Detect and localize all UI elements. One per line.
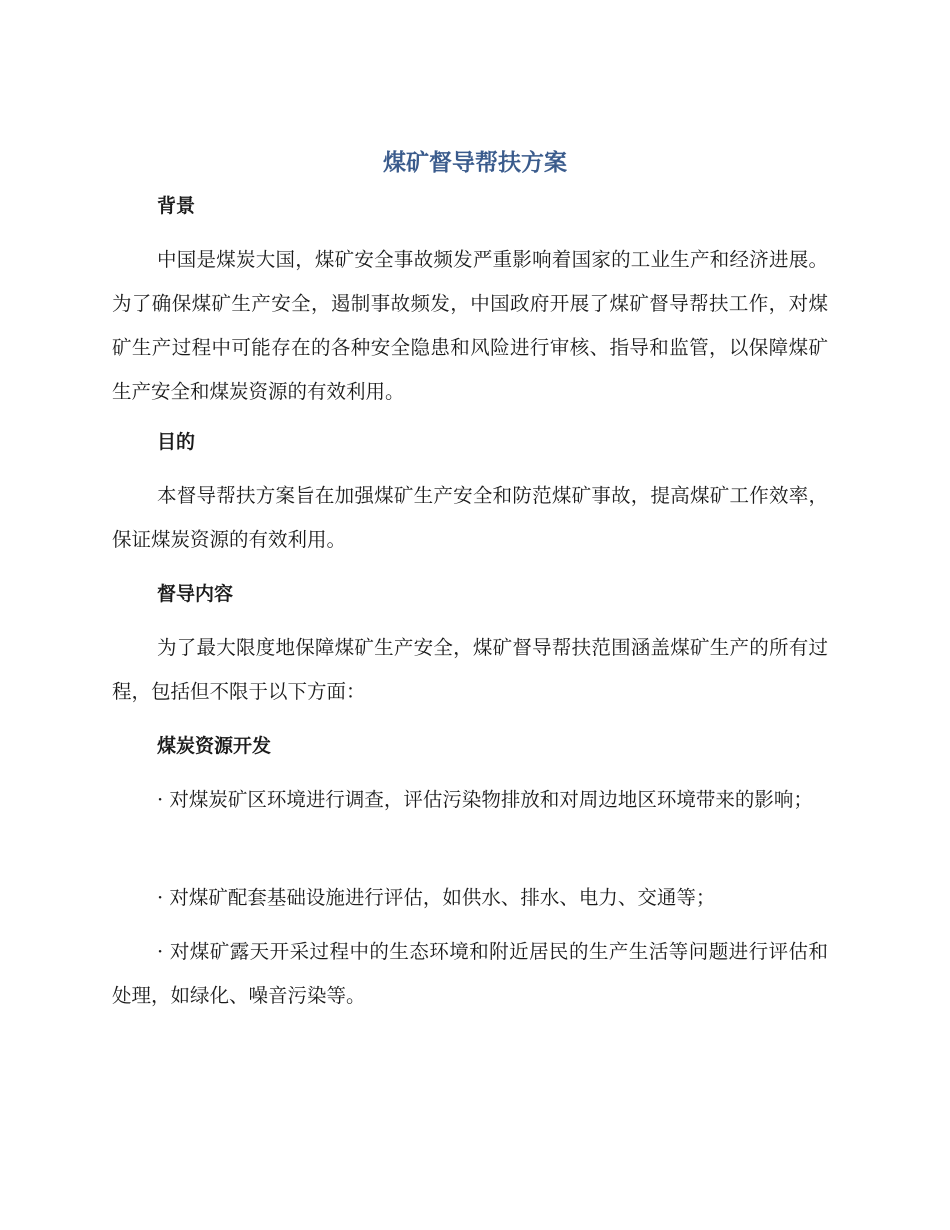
bullet-open-pit-ecology: · 对煤矿露天开采过程中的生态环境和附近居民的生产生活等问题进行评估和处理，如绿化、噪音污染等。 <box>112 940 828 1007</box>
paragraph-supervision-content: 为了最大限度地保障煤矿生产安全，煤矿督导帮扶范围涵盖煤矿生产的所有过程，包括但不限于以下方面： <box>112 636 828 703</box>
bullet-environment-survey: · 对煤炭矿区环境进行调查，评估污染物排放和对周边地区环境带来的影响； <box>157 788 813 811</box>
section-heading-coal-resource-development: 煤炭资源开发 <box>157 735 272 757</box>
section-heading-background: 背景 <box>157 195 196 217</box>
paragraph-background: 中国是煤炭大国，煤矿安全事故频发严重影响着国家的工业生产和经济进展。为了确保煤矿生产安全，遏制事故频发，中国政府开展了煤矿督导帮扶工作，对煤矿生产过程中可能存在的各种安全隐患和风险进行审核、指导和监管，以保障煤矿生产安全和煤炭资源的有效利用。 <box>112 248 828 403</box>
section-heading-supervision-content: 督导内容 <box>157 583 234 605</box>
bullet-infrastructure-assessment: · 对煤矿配套基础设施进行评估，如供水、排水、电力、交通等； <box>157 886 716 909</box>
section-heading-purpose: 目的 <box>157 431 196 453</box>
document-title: 煤矿督导帮扶方案 <box>383 150 567 176</box>
paragraph-purpose: 本督导帮扶方案旨在加强煤矿生产安全和防范煤矿事故，提高煤矿工作效率，保证煤炭资源的有效利用。 <box>112 484 828 551</box>
